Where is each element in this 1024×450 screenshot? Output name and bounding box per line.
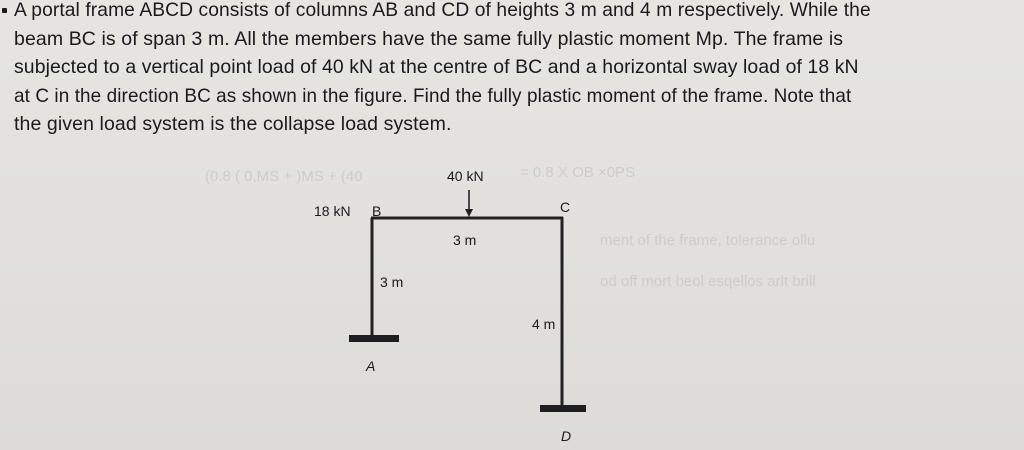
beam-span-label: 3 m [453, 232, 477, 248]
bleed-through-mark: (0.8 ( 0,MS + )MS + (40 [205, 168, 363, 185]
right-column-height-label: 4 m [532, 316, 556, 332]
problem-line-5: the given load system is the collapse load system. [14, 113, 452, 135]
bleed-through-mark: od off mort beol esqellos arlt brill [600, 273, 816, 290]
joint-label-b: B [372, 203, 382, 219]
problem-line-2: beam BC is of span 3 m. All the members have the same fully plastic moment Mp. The frame is [14, 27, 844, 50]
joint-label-d: D [561, 428, 572, 444]
support-d [540, 405, 586, 412]
left-column-height-label: 3 m [380, 274, 404, 290]
support-a [349, 335, 399, 342]
bleed-through-mark: ment of the frame, tolerance ollu [600, 232, 816, 249]
problem-line-3: subjected to a vertical point load of 40 kN at the centre of BC and a horizontal sway load of 18 kN [14, 56, 859, 78]
vertical-load-label: 40 kN [447, 168, 484, 184]
joint-label-a: A [366, 358, 376, 374]
joint-label-c: C [560, 199, 571, 215]
bleed-through-mark: = 0.8 X OB ×0PS [520, 164, 636, 181]
problem-line-4: at C in the direction BC as shown in the figure. Find the fully plastic moment of the frame. Note that [14, 84, 852, 107]
problem-line-1: A portal frame ABCD consists of columns AB and CD of heights 3 m and 4 m respectively. While the [14, 0, 871, 21]
vertical-load-arrow-head [465, 209, 473, 217]
horizontal-load-label: 18 kN [314, 203, 351, 219]
